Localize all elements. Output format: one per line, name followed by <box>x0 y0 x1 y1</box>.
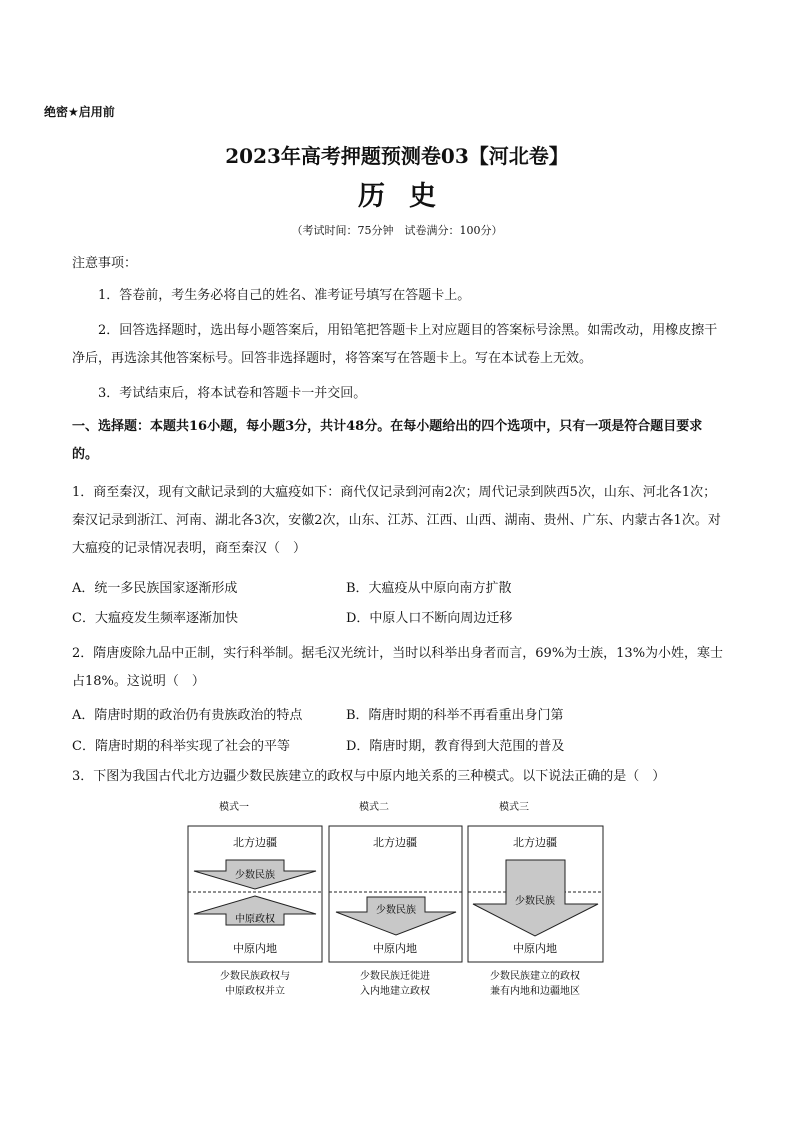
mode-3-bottom-label: 中原内地 <box>513 942 557 955</box>
subject-title: 历史 <box>358 181 460 212</box>
mode-3-caption-line2: 兼有内地和边疆地区 <box>490 986 580 997</box>
question-1-option-d: D．中原人口不断向周边迁移 <box>346 611 513 626</box>
question-2-option-a: A．隋唐时期的政治仍有贵族政治的特点 <box>72 708 303 723</box>
mode-2-caption-line2: 入内地建立政权 <box>360 986 430 997</box>
mode-3-title: 模式三 <box>499 802 529 813</box>
mode-3-top-label: 北方边疆 <box>513 836 557 849</box>
question-1-option-b: B．大瘟疫从中原向南方扩散 <box>346 581 512 596</box>
confidential-mark: 绝密★启用前 <box>44 105 115 119</box>
mode-1-arrow-up-label: 中原政权 <box>235 914 275 925</box>
question-2-option-d: D．隋唐时期，教育得到大范围的普及 <box>346 739 565 754</box>
question-3-stem: 3．下图为我国古代北方边疆少数民族建立的政权与中原内地关系的三种模式。以下说法正确的是（ ） <box>72 769 666 784</box>
relation-modes-diagram <box>186 798 606 1008</box>
mode-2-title: 模式二 <box>359 802 389 813</box>
notice-item-2: 2．回答选择题时，选出每小题答案后，用铅笔把答题卡上对应题目的答案标号涂黑。如需改动，用橡皮擦干净后，再选涂其他答案标号。回答非选择题时，将答案写在答题卡上。写在本试卷上无效。 <box>72 323 718 366</box>
question-2-option-c: C．隋唐时期的科举实现了社会的平等 <box>72 739 290 754</box>
exam-info: （考试时间：75分钟 试卷满分：100分） <box>291 224 503 237</box>
question-2-option-b: B．隋唐时期的科举不再看重出身门第 <box>346 708 564 723</box>
mode-1-arrow-down-label: 少数民族 <box>235 870 275 881</box>
mode-2-arrow-down-label: 少数民族 <box>376 905 416 916</box>
mode-2-top-label: 北方边疆 <box>373 836 417 849</box>
mode-1-top-label: 北方边疆 <box>233 836 277 849</box>
question-2-stem: 2．隋唐废除九品中正制，实行科举制。据毛汉光统计，当时以科举出身者而言，69%为士族，13%为小姓，寒士占18%。这说明（ ） <box>72 646 724 689</box>
notice-item-1: 1．答卷前，考生务必将自己的姓名、准考证号填写在答题卡上。 <box>98 288 471 303</box>
mode-3-caption-line1: 少数民族建立的政权 <box>490 971 580 982</box>
question-1-stem: 1．商至秦汉，现有文献记录到的大瘟疫如下：商代仅记录到河南2次；周代记录到陕西5次，山东、河北各1次；秦汉记录到浙江、河南、湖北各3次，安徽2次，山东、江苏、江西、山西、湖南、贵州、广东、内蒙古各1次。对大瘟疫的记录情况表明，商至秦汉（ ） <box>72 485 721 556</box>
mode-1-caption-line2: 中原政权并立 <box>225 986 285 997</box>
mode-3-arrow-down-label: 少数民族 <box>515 896 555 907</box>
section-heading: 一、选择题：本题共16小题，每小题3分，共计48分。在每小题给出的四个选项中，只有一项是符合题目要求的。 <box>72 419 703 462</box>
mode-2-bottom-label: 中原内地 <box>373 942 417 955</box>
notice-heading: 注意事项： <box>72 256 138 271</box>
mode-2-caption-line1: 少数民族迁徙进 <box>360 971 430 982</box>
mode-1-caption-line1: 少数民族政权与 <box>220 971 290 982</box>
question-1-option-c: C．大瘟疫发生频率逐渐加快 <box>72 611 238 626</box>
notice-item-3: 3．考试结束后，将本试卷和答题卡一并交回。 <box>98 386 367 401</box>
mode-1-title: 模式一 <box>219 802 249 813</box>
question-1-option-a: A．统一多民族国家逐渐形成 <box>72 581 238 596</box>
mode-1-bottom-label: 中原内地 <box>233 942 277 955</box>
exam-title: 2023年高考押题预测卷03【河北卷】 <box>225 144 569 168</box>
mode-2-arrow-down <box>336 897 456 935</box>
